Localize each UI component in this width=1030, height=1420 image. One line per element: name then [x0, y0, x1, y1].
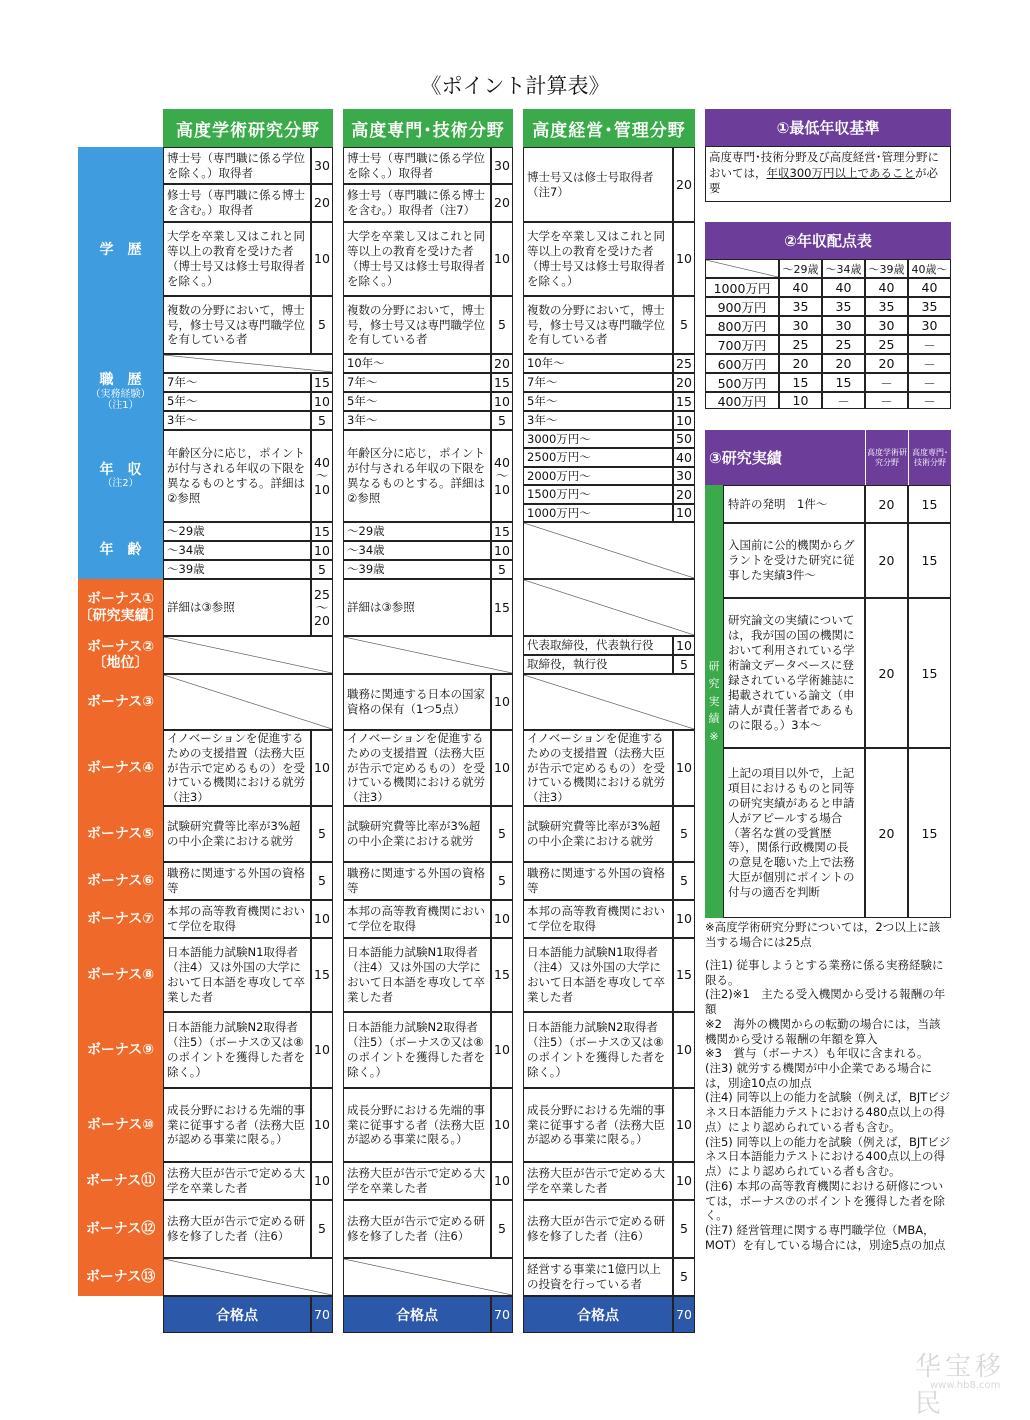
- label-bonus1: ボーナス① 〔研究実績〕: [78, 579, 163, 636]
- academic-age3: ～39歳: [163, 560, 311, 579]
- income-cell: －: [908, 354, 951, 373]
- research-head-technical: 高度専門･技術分野: [908, 430, 951, 485]
- technical-edu3: 大学を卒業し又はこれと同等以上の教育を受けた者（博士号又は修士号取得者を除く。）: [343, 222, 491, 296]
- management-bonus12-points: 5: [673, 1200, 695, 1258]
- research-item-2: 入国前に公的機関からグラントを受けた研究に従事した実績3件～: [723, 523, 865, 598]
- technical-edu1-points: 30: [491, 147, 513, 184]
- technical-edu3-points: 10: [491, 222, 513, 296]
- academic-bonus10: 成長分野における先端的事業に従事する者（法務大臣が認める事業に限る。）: [163, 1088, 311, 1162]
- technical-bonus9-points: 10: [491, 1012, 513, 1088]
- income-cell: 25: [822, 335, 865, 354]
- notes-list: [705, 958, 951, 1252]
- watermark-url: www.hb8.com: [930, 1380, 1001, 1391]
- technical-career0-points: 20: [491, 354, 513, 373]
- management-bonus4: イノベーションを促進するための支援措置（法務大臣が告示で定めるもの）を受けている機関における就労（注3）: [523, 730, 673, 806]
- technical-bonus3-points: 10: [491, 674, 513, 730]
- management-career3-points: 10: [673, 411, 695, 430]
- income-cell: 15: [779, 373, 822, 392]
- technical-edu4-points: 5: [491, 296, 513, 354]
- technical-bonus11-points: 10: [491, 1162, 513, 1200]
- technical-career1-points: 15: [491, 373, 513, 392]
- column-header-technical: 高度専門･技術分野: [343, 109, 513, 147]
- note-item: (注2)※1 主たる受入機関から受ける報酬の年額: [705, 987, 946, 1017]
- note-item: (注3) 就労する機関が中小企業である場合には，別途10点の加点: [705, 1061, 932, 1090]
- income-cell: 20: [865, 354, 908, 373]
- management-bonus2b-points: 5: [673, 655, 695, 674]
- management-bonus8: 日本語能力試験N1取得者（注4）又は外国の大学において日本語を専攻して卒業した者: [523, 938, 673, 1012]
- management-bonus5-points: 5: [673, 806, 695, 862]
- income-cell: 40: [822, 278, 865, 297]
- academic-bonus4-points: 10: [311, 730, 333, 806]
- academic-edu1-points: 30: [311, 147, 333, 184]
- research-item-3-academic: 20: [865, 598, 908, 748]
- income-cell: －: [822, 392, 865, 409]
- management-edu3: 大学を卒業し又はこれと同等以上の教育を受けた者（博士号又は修士号取得者を除く。）: [523, 222, 673, 296]
- academic-bonus6: 職務に関連する外国の資格等: [163, 862, 311, 900]
- technical-career2: 5年～: [343, 392, 491, 411]
- academic-bonus11: 法務大臣が告示で定める大学を卒業した者: [163, 1162, 311, 1200]
- income-table-head: 40歳～: [908, 259, 951, 278]
- academic-bonus12: 法務大臣が告示で定める研修を修了した者（注6）: [163, 1200, 311, 1258]
- academic-career2: 5年～: [163, 392, 311, 411]
- technical-bonus7-points: 10: [491, 900, 513, 938]
- management-bonus7: 本邦の高等教育機関において学位を取得: [523, 900, 673, 938]
- note-item: (注6) 本邦の高等教育機関における研修については，ボーナス⑦のポイントを獲得した者を除く。: [705, 1178, 945, 1223]
- label-bonus10: ボーナス⑩: [78, 1088, 163, 1162]
- management-edu3-points: 10: [673, 222, 695, 296]
- technical-age3-points: 5: [491, 560, 513, 579]
- academic-bonus4: イノベーションを促進するための支援措置（法務大臣が告示で定めるもの）を受けている機関における就労（注3）: [163, 730, 311, 806]
- management-edu4: 複数の分野において，博士号，修士号又は専門職学位を有している者: [523, 296, 673, 354]
- academic-pass-points: 70: [311, 1296, 333, 1333]
- income-cell: －: [908, 373, 951, 392]
- management-pass-label: 合格点: [523, 1296, 673, 1333]
- academic-edu2-points: 20: [311, 184, 333, 222]
- academic-bonus3-empty: [163, 674, 333, 730]
- label-bonus3: ボーナス③: [78, 674, 163, 730]
- management-salary3-points: 30: [673, 467, 695, 485]
- income-cell: －: [908, 392, 951, 409]
- academic-bonus11-points: 10: [311, 1162, 333, 1200]
- academic-career1: 7年～: [163, 373, 311, 392]
- management-edu1: 博士号又は修士号取得者（注7）: [523, 147, 673, 222]
- management-bonus3-empty: [523, 674, 695, 730]
- academic-age1: ～29歳: [163, 522, 311, 541]
- research-item-1-academic: 20: [865, 485, 908, 523]
- technical-bonus7: 本邦の高等教育機関において学位を取得: [343, 900, 491, 938]
- technical-edu2-points: 20: [491, 184, 513, 222]
- management-bonus10-points: 10: [673, 1088, 695, 1162]
- research-header: ③研究実績: [705, 430, 865, 485]
- management-salary1: 3000万円～: [523, 430, 673, 448]
- label-bonus4: ボーナス④: [78, 730, 163, 806]
- academic-bonus9: 日本語能力試験N2取得者（注5）（ボーナス⑦又は⑧のポイントを獲得した者を除く。）: [163, 1012, 311, 1088]
- management-edu1-points: 20: [673, 147, 695, 222]
- management-salary2-points: 40: [673, 448, 695, 467]
- income-cell: 25: [779, 335, 822, 354]
- technical-bonus6-points: 5: [491, 862, 513, 900]
- academic-career3-points: 5: [311, 411, 333, 430]
- technical-career3: 3年～: [343, 411, 491, 430]
- academic-salary-points: 40 〜 10: [311, 430, 333, 522]
- technical-bonus11: 法務大臣が告示で定める大学を卒業した者: [343, 1162, 491, 1200]
- label-bonus13: ボーナス⑬: [78, 1258, 163, 1296]
- management-salary4: 1500万円～: [523, 485, 673, 504]
- academic-bonus13-empty: [163, 1258, 333, 1296]
- research-item-3-technical: 15: [908, 598, 951, 748]
- technical-career3-points: 5: [491, 411, 513, 430]
- management-age-empty: [523, 522, 695, 579]
- management-career2-points: 15: [673, 392, 695, 411]
- technical-salary-points: 40 〜 10: [491, 430, 513, 522]
- income-cell: －: [865, 392, 908, 409]
- academic-edu3-points: 10: [311, 222, 333, 296]
- academic-edu4-points: 5: [311, 296, 333, 354]
- label-bonus6: ボーナス⑥: [78, 862, 163, 900]
- income-cell: 40: [908, 278, 951, 297]
- technical-bonus8: 日本語能力試験N1取得者（注4）又は外国の大学において日本語を専攻して卒業した者: [343, 938, 491, 1012]
- research-item-1: 特許の発明 1件～: [723, 485, 865, 523]
- management-career0-points: 25: [673, 354, 695, 373]
- income-cell: 40: [779, 278, 822, 297]
- management-bonus2a-points: 10: [673, 636, 695, 655]
- academic-career-empty: [163, 354, 333, 373]
- min-income-header: ①最低年収基準: [705, 109, 951, 146]
- column-header-management: 高度経営･管理分野: [523, 109, 695, 147]
- management-salary2: 2500万円～: [523, 448, 673, 467]
- academic-edu4: 複数の分野において，博士号，修士号又は専門職学位を有している者: [163, 296, 311, 354]
- technical-bonus13-empty: [343, 1258, 513, 1296]
- research-item-2-technical: 15: [908, 523, 951, 598]
- technical-bonus5-points: 5: [491, 806, 513, 862]
- technical-bonus12: 法務大臣が告示で定める研修を修了した者（注6）: [343, 1200, 491, 1258]
- management-salary3: 2000万円～: [523, 467, 673, 485]
- management-bonus12: 法務大臣が告示で定める研修を修了した者（注6）: [523, 1200, 673, 1258]
- technical-edu2: 修士号（専門職に係る博士を含む。）取得者（注7）: [343, 184, 491, 222]
- management-career1-points: 20: [673, 373, 695, 392]
- column-header-academic: 高度学術研究分野: [163, 109, 333, 147]
- income-cell: －: [908, 335, 951, 354]
- technical-bonus12-points: 5: [491, 1200, 513, 1258]
- academic-bonus7: 本邦の高等教育機関において学位を取得: [163, 900, 311, 938]
- note-item: (注5) 同等以上の能力を試験（例えば，BJTビジネス日本語能力テストにおける400点以上の得点）により認められている者も含む。: [705, 1134, 951, 1179]
- note-item: ※2 海外の機関からの転勤の場合には，当該機関から受ける報酬の年額を算入: [705, 1016, 941, 1046]
- note-item: (注7) 経営管理に関する専門職学位（MBA，MOT）を有している場合には，別途5点の加点: [705, 1222, 946, 1252]
- label-bonus5: ボーナス⑤: [78, 806, 163, 862]
- min-income-text: 高度専門･技術分野及び高度経営･管理分野においては，年収300万円以上であることが必要: [705, 146, 951, 202]
- technical-bonus4-points: 10: [491, 730, 513, 806]
- label-bonus11: ボーナス⑪: [78, 1162, 163, 1200]
- management-bonus2b: 取締役，執行役: [523, 655, 673, 674]
- technical-career0: 10年～: [343, 354, 491, 373]
- label-salary: 年 収 （注2）: [78, 430, 163, 522]
- management-bonus7-points: 10: [673, 900, 695, 938]
- income-row-label: 1000万円: [705, 278, 779, 297]
- technical-bonus1-points: 15: [491, 579, 513, 636]
- watermark-text: 华宝移民: [915, 1352, 1006, 1419]
- technical-bonus1: 詳細は③参照: [343, 579, 491, 636]
- academic-edu1: 博士号（専門職に係る学位を除く。）取得者: [163, 147, 311, 184]
- income-cell: 15: [822, 373, 865, 392]
- income-cell: 30: [865, 316, 908, 335]
- academic-bonus8-points: 15: [311, 938, 333, 1012]
- technical-bonus3: 職務に関連する日本の国家資格の保有（1つ5点）: [343, 674, 491, 730]
- academic-bonus7-points: 10: [311, 900, 333, 938]
- page-title: 《ポイント計算表》: [420, 74, 610, 98]
- income-cell: 20: [822, 354, 865, 373]
- management-bonus13: 経営する事業に1億円以上の投資を行っている者: [523, 1258, 673, 1296]
- technical-bonus4: イノベーションを促進するための支援措置（法務大臣が告示で定めるもの）を受けている機関における就労（注3）: [343, 730, 491, 806]
- management-pass-points: 70: [673, 1296, 695, 1333]
- income-cell: 10: [779, 392, 822, 409]
- technical-bonus10-points: 10: [491, 1088, 513, 1162]
- academic-age2: ～34歳: [163, 541, 311, 560]
- academic-bonus5: 試験研究費等比率が3%超の中小企業における就労: [163, 806, 311, 862]
- technical-bonus9: 日本語能力試験N2取得者（注5）（ボーナス⑦又は⑧のポイントを獲得した者を除く。）: [343, 1012, 491, 1088]
- technical-edu4: 複数の分野において，博士号，修士号又は専門職学位を有している者: [343, 296, 491, 354]
- income-table-head: ～34歳: [822, 259, 865, 278]
- academic-bonus9-points: 10: [311, 1012, 333, 1088]
- management-salary5: 1000万円～: [523, 504, 673, 522]
- technical-age1-points: 15: [491, 522, 513, 541]
- management-bonus11: 法務大臣が告示で定める大学を卒業した者: [523, 1162, 673, 1200]
- technical-career2-points: 10: [491, 392, 513, 411]
- income-cell: 40: [865, 278, 908, 297]
- income-cell: 25: [865, 335, 908, 354]
- label-bonus7: ボーナス⑦: [78, 900, 163, 938]
- academic-edu2: 修士号（専門職に係る博士を含む。）取得者: [163, 184, 311, 222]
- research-item-4-academic: 20: [865, 748, 908, 918]
- management-bonus8-points: 15: [673, 938, 695, 1012]
- management-bonus9: 日本語能力試験N2取得者（注5）（ボーナス⑦又は⑧のポイントを獲得した者を除く。）: [523, 1012, 673, 1088]
- academic-bonus1-points: 25 〜 20: [311, 579, 333, 636]
- management-salary5-points: 10: [673, 504, 695, 522]
- income-cell: 35: [822, 297, 865, 316]
- technical-bonus10: 成長分野における先端的事業に従事する者（法務大臣が認める事業に限る。）: [343, 1088, 491, 1162]
- income-cell: 20: [779, 354, 822, 373]
- label-career: 職 歴 （実務経験） （注1）: [78, 354, 163, 430]
- management-bonus6: 職務に関連する外国の資格等: [523, 862, 673, 900]
- technical-bonus5: 試験研究費等比率が3%超の中小企業における就労: [343, 806, 491, 862]
- academic-bonus12-points: 5: [311, 1200, 333, 1258]
- income-row-label: 500万円: [705, 373, 779, 392]
- management-salary1-points: 50: [673, 430, 695, 448]
- management-bonus6-points: 5: [673, 862, 695, 900]
- technical-edu1: 博士号（専門職に係る学位を除く。）取得者: [343, 147, 491, 184]
- label-bonus2: ボーナス② 〔地位〕: [78, 636, 163, 674]
- income-cell: 30: [779, 316, 822, 335]
- technical-age1: ～29歳: [343, 522, 491, 541]
- management-bonus11-points: 10: [673, 1162, 695, 1200]
- income-cell: 35: [865, 297, 908, 316]
- income-cell: －: [865, 373, 908, 392]
- technical-age2: ～34歳: [343, 541, 491, 560]
- income-row-label: 900万円: [705, 297, 779, 316]
- income-table: [705, 259, 951, 409]
- management-career2: 5年～: [523, 392, 673, 411]
- research-item-4-technical: 15: [908, 748, 951, 918]
- academic-career2-points: 10: [311, 392, 333, 411]
- research-item-4: 上記の項目以外で，上記項目におけるものと同等の研究実績があると申請人がアピールする場合（著名な賞の受賞歴等），関係行政機関の長の意見を聴いた上で法務大臣が個別にポイントの付与の適否を判断: [723, 748, 865, 918]
- label-bonus8: ボーナス⑧: [78, 938, 163, 1012]
- academic-bonus8: 日本語能力試験N1取得者（注4）又は外国の大学において日本語を専攻して卒業した者: [163, 938, 311, 1012]
- academic-bonus2-empty: [163, 636, 333, 674]
- label-bonus12: ボーナス⑫: [78, 1200, 163, 1258]
- research-item-1-technical: 15: [908, 485, 951, 523]
- academic-pass-label: 合格点: [163, 1296, 311, 1333]
- academic-edu3: 大学を卒業し又はこれと同等以上の教育を受けた者（博士号又は修士号取得者を除く。）: [163, 222, 311, 296]
- income-table-head: ～39歳: [865, 259, 908, 278]
- management-bonus10: 成長分野における先端的事業に従事する者（法務大臣が認める事業に限る。）: [523, 1088, 673, 1162]
- label-age: 年 齢: [78, 522, 163, 579]
- research-item-2-academic: 20: [865, 523, 908, 598]
- income-row-label: 800万円: [705, 316, 779, 335]
- management-career3: 3年～: [523, 411, 673, 430]
- technical-age3: ～39歳: [343, 560, 491, 579]
- research-side-label: 研 究 実 績 ※: [705, 485, 723, 918]
- management-bonus9-points: 10: [673, 1012, 695, 1088]
- income-cell: 35: [908, 297, 951, 316]
- management-career1: 7年～: [523, 373, 673, 392]
- technical-bonus8-points: 15: [491, 938, 513, 1012]
- management-career0: 10年～: [523, 354, 673, 373]
- academic-bonus6-points: 5: [311, 862, 333, 900]
- technical-career1: 7年～: [343, 373, 491, 392]
- note-item: (注1) 従事しようとする業務に係る実務経験に限る。: [705, 958, 944, 987]
- management-bonus4-points: 10: [673, 730, 695, 806]
- management-salary4-points: 20: [673, 485, 695, 504]
- academic-career3: 3年～: [163, 411, 311, 430]
- note-item: ※3 賞与（ボーナス）も年収に含まれる。: [705, 1046, 929, 1061]
- academic-age2-points: 10: [311, 541, 333, 560]
- academic-age1-points: 15: [311, 522, 333, 541]
- income-row-label: 400万円: [705, 392, 779, 409]
- academic-salary: 年齢区分に応じ，ポイントが付与される年収の下限を異なるものとする。詳細は②参照: [163, 430, 311, 522]
- note-item: (注4) 同等以上の能力を試験（例えば，BJTビジネス日本語能力テストにおける480点以上の得点）により認められている者も含む。: [705, 1090, 951, 1134]
- income-table-corner: [705, 259, 779, 278]
- academic-bonus5-points: 5: [311, 806, 333, 862]
- academic-age3-points: 5: [311, 560, 333, 579]
- academic-career1-points: 15: [311, 373, 333, 392]
- income-cell: 35: [779, 297, 822, 316]
- technical-pass-label: 合格点: [343, 1296, 491, 1333]
- management-bonus5: 試験研究費等比率が3%超の中小企業における就労: [523, 806, 673, 862]
- management-bonus2a: 代表取締役，代表執行役: [523, 636, 673, 655]
- academic-bonus1: 詳細は③参照: [163, 579, 311, 636]
- income-row-label: 600万円: [705, 354, 779, 373]
- research-item-3: 研究論文の実績については，我が国の国の機関において利用されている学術論文データベースに登録されている学術雑誌に掲載されている論文（申請人が責任著者であるものに限る。）3本～: [723, 598, 865, 748]
- technical-bonus2-empty: [343, 636, 513, 674]
- income-row-label: 700万円: [705, 335, 779, 354]
- label-bonus9: ボーナス⑨: [78, 1012, 163, 1088]
- technical-bonus6: 職務に関連する外国の資格等: [343, 862, 491, 900]
- income-cell: 30: [908, 316, 951, 335]
- technical-pass-points: 70: [491, 1296, 513, 1333]
- technical-age2-points: 10: [491, 541, 513, 560]
- income-cell: 30: [822, 316, 865, 335]
- income-table-head: ～29歳: [779, 259, 822, 278]
- research-footnote: ※高度学術研究分野については，2つ以上に該当する場合には25点: [705, 920, 941, 949]
- income-table-header: ②年収配点表: [705, 222, 951, 259]
- technical-salary: 年齢区分に応じ，ポイントが付与される年収の下限を異なるものとする。詳細は②参照: [343, 430, 491, 522]
- label-education: 学 歴: [78, 147, 163, 354]
- academic-bonus10-points: 10: [311, 1088, 333, 1162]
- management-edu4-points: 5: [673, 296, 695, 354]
- management-bonus1-empty: [523, 579, 695, 636]
- research-head-academic: 高度学術研究分野: [865, 430, 908, 485]
- management-bonus13-points: 5: [673, 1258, 695, 1296]
